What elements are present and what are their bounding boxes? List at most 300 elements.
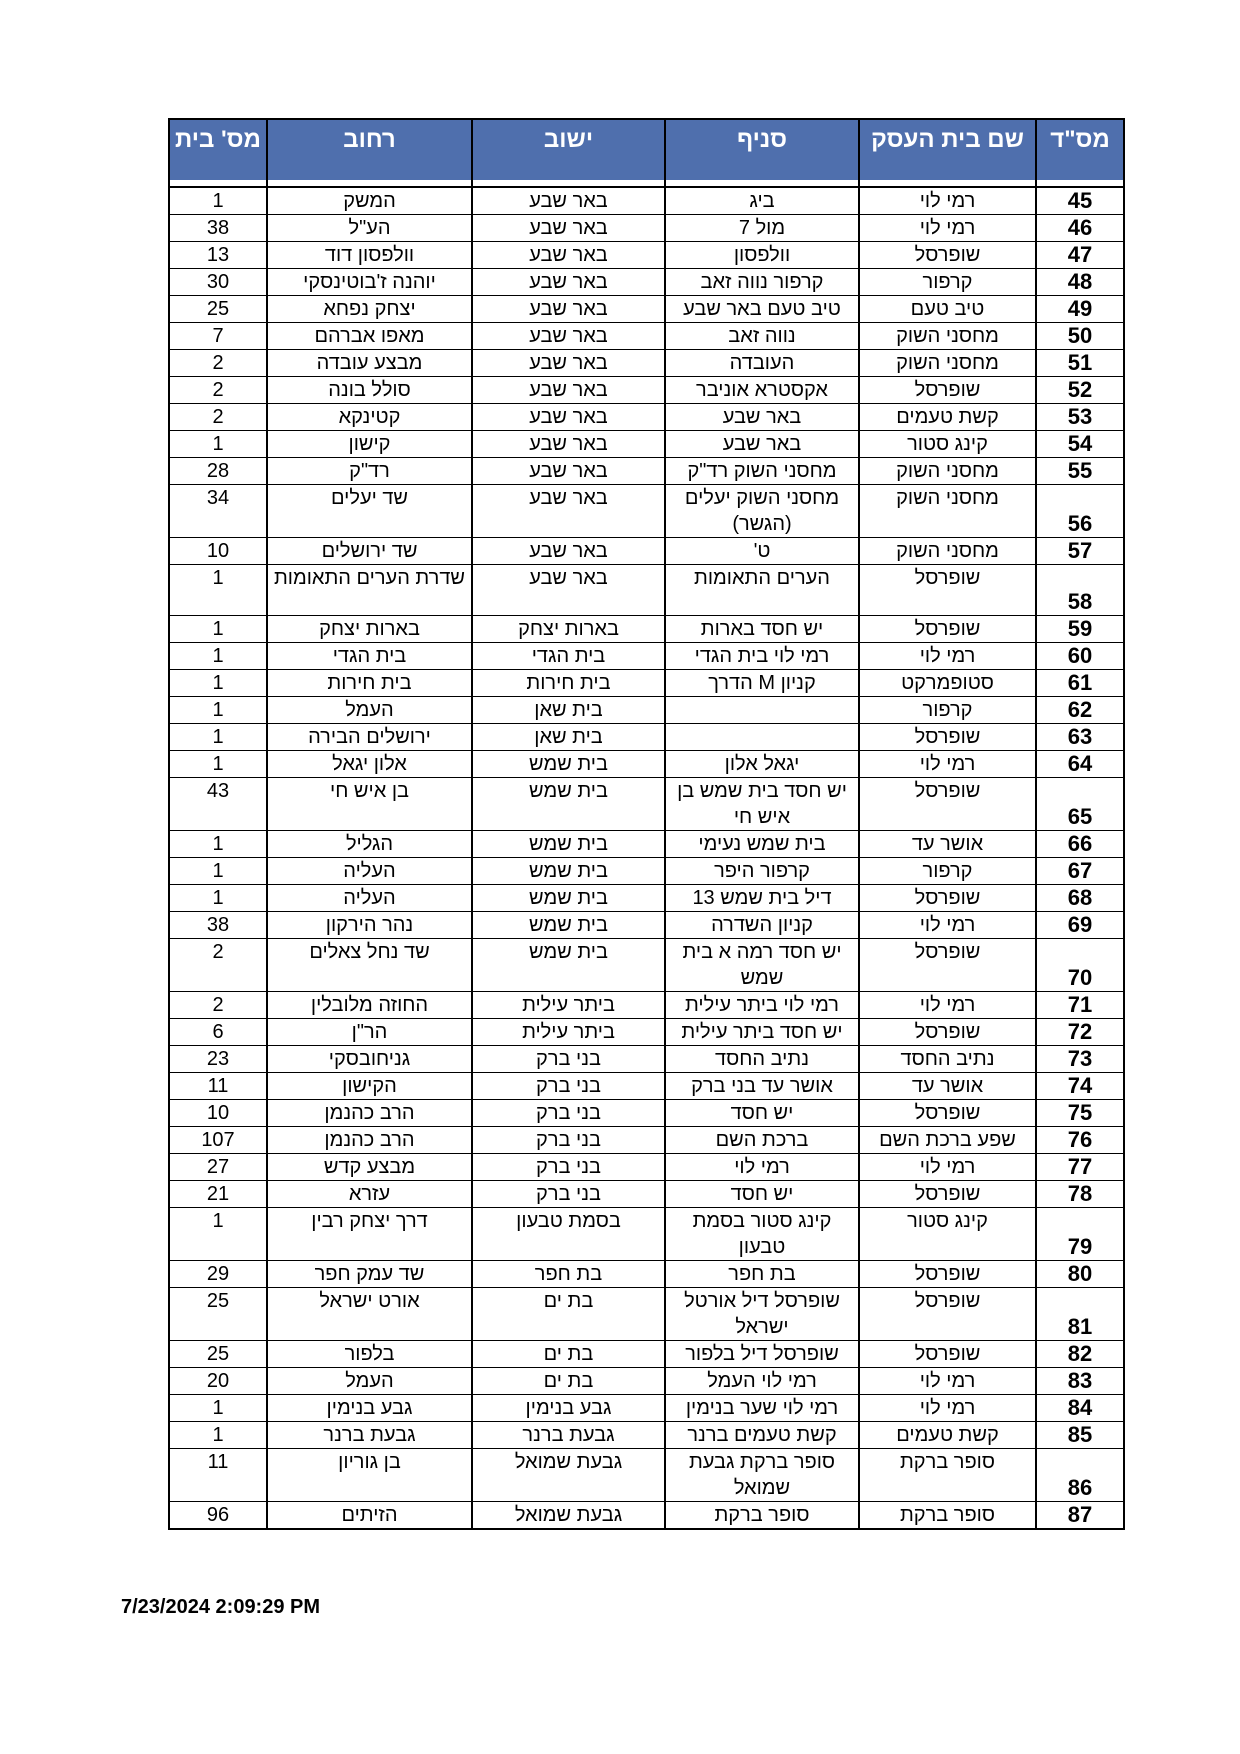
cell-house-number: 2 bbox=[169, 992, 267, 1019]
table-row bbox=[169, 1100, 1124, 1127]
cell-business: שופרסל bbox=[859, 1341, 1036, 1368]
cell-street: בארות יצחק bbox=[267, 616, 472, 643]
table-row bbox=[169, 538, 1124, 565]
cell-house-number: 34 bbox=[169, 485, 267, 538]
cell-business: סטופמרקט bbox=[859, 670, 1036, 697]
cell-city: באר שבע bbox=[472, 350, 665, 377]
cell-branch: אושר עד בני ברק bbox=[665, 1073, 859, 1100]
cell-street: הקישון bbox=[267, 1073, 472, 1100]
table-row bbox=[169, 377, 1124, 404]
cell-house-number: 30 bbox=[169, 269, 267, 296]
cell-branch: אקסטרא אוניבר bbox=[665, 377, 859, 404]
cell-house-number: 1 bbox=[169, 565, 267, 616]
cell-id: 86 bbox=[1036, 1449, 1124, 1502]
cell-city: בית שמש bbox=[472, 751, 665, 778]
cell-id: 63 bbox=[1036, 724, 1124, 751]
cell-house-number: 1 bbox=[169, 1395, 267, 1422]
cell-branch bbox=[665, 724, 859, 751]
cell-city: בית שאן bbox=[472, 724, 665, 751]
table-row bbox=[169, 992, 1124, 1019]
cell-business: שופרסל bbox=[859, 1261, 1036, 1288]
cell-id: 81 bbox=[1036, 1288, 1124, 1341]
cell-branch: מחסני השוק יעלים (הגשר) bbox=[665, 485, 859, 538]
cell-house-number: 2 bbox=[169, 404, 267, 431]
cell-city: בארות יצחק bbox=[472, 616, 665, 643]
table-row bbox=[169, 643, 1124, 670]
cell-id: 62 bbox=[1036, 697, 1124, 724]
cell-id: 75 bbox=[1036, 1100, 1124, 1127]
cell-business: רמי לוי bbox=[859, 992, 1036, 1019]
cell-street: שד נחל צאלים bbox=[267, 939, 472, 992]
cell-id: 47 bbox=[1036, 242, 1124, 269]
cell-business: שופרסל bbox=[859, 377, 1036, 404]
cell-id: 46 bbox=[1036, 215, 1124, 242]
cell-city: גבעת שמואל bbox=[472, 1449, 665, 1502]
cell-house-number: 20 bbox=[169, 1368, 267, 1395]
cell-street: עזרא bbox=[267, 1181, 472, 1208]
cell-id: 85 bbox=[1036, 1422, 1124, 1449]
cell-house-number: 25 bbox=[169, 1288, 267, 1341]
cell-branch: רמי לוי בית הגדי bbox=[665, 643, 859, 670]
cell-id: 70 bbox=[1036, 939, 1124, 992]
cell-branch: העובדה bbox=[665, 350, 859, 377]
table-row bbox=[169, 458, 1124, 485]
cell-business: סופר ברקת bbox=[859, 1502, 1036, 1530]
cell-id: 76 bbox=[1036, 1127, 1124, 1154]
cell-street: אורט ישראל bbox=[267, 1288, 472, 1341]
table-header bbox=[169, 119, 1124, 180]
cell-house-number: 23 bbox=[169, 1046, 267, 1073]
cell-id: 52 bbox=[1036, 377, 1124, 404]
cell-house-number: 2 bbox=[169, 939, 267, 992]
cell-id: 45 bbox=[1036, 187, 1124, 215]
cell-street: שדרת הערים התאומות bbox=[267, 565, 472, 616]
cell-id: 68 bbox=[1036, 885, 1124, 912]
cell-business: נתיב החסד bbox=[859, 1046, 1036, 1073]
cell-city: בית שמש bbox=[472, 912, 665, 939]
cell-business: שופרסל bbox=[859, 939, 1036, 992]
table-row bbox=[169, 1422, 1124, 1449]
cell-street: קישון bbox=[267, 431, 472, 458]
cell-street: בית הגדי bbox=[267, 643, 472, 670]
cell-city: באר שבע bbox=[472, 538, 665, 565]
table-row bbox=[169, 831, 1124, 858]
cell-city: גבעת שמואל bbox=[472, 1502, 665, 1530]
cell-street: בית חירות bbox=[267, 670, 472, 697]
cell-house-number: 7 bbox=[169, 323, 267, 350]
cell-business: רמי לוי bbox=[859, 187, 1036, 215]
table-row bbox=[169, 616, 1124, 643]
cell-branch: מול 7 bbox=[665, 215, 859, 242]
table-row bbox=[169, 1449, 1124, 1502]
table-row bbox=[169, 431, 1124, 458]
cell-house-number: 1 bbox=[169, 724, 267, 751]
cell-city: בני ברק bbox=[472, 1100, 665, 1127]
cell-city: באר שבע bbox=[472, 565, 665, 616]
cell-business: שופרסל bbox=[859, 565, 1036, 616]
cell-business: אושר עד bbox=[859, 831, 1036, 858]
header-row bbox=[169, 119, 1124, 180]
cell-street: החוזה מלובלין bbox=[267, 992, 472, 1019]
table-row bbox=[169, 187, 1124, 215]
cell-id: 67 bbox=[1036, 858, 1124, 885]
cell-branch: סופר ברקת bbox=[665, 1502, 859, 1530]
cell-business: שופרסל bbox=[859, 778, 1036, 831]
header-branch: סניף bbox=[665, 119, 859, 180]
cell-branch: קינג סטור בסמת טבעון bbox=[665, 1208, 859, 1261]
cell-id: 58 bbox=[1036, 565, 1124, 616]
cell-house-number: 1 bbox=[169, 187, 267, 215]
header-street: רחוב bbox=[267, 119, 472, 180]
cell-house-number: 27 bbox=[169, 1154, 267, 1181]
cell-city: באר שבע bbox=[472, 485, 665, 538]
cell-house-number: 21 bbox=[169, 1181, 267, 1208]
cell-branch: הערים התאומות bbox=[665, 565, 859, 616]
cell-city: בסמת טבעון bbox=[472, 1208, 665, 1261]
cell-branch: וולפסון bbox=[665, 242, 859, 269]
table-row bbox=[169, 1073, 1124, 1100]
cell-street: הגליל bbox=[267, 831, 472, 858]
cell-house-number: 96 bbox=[169, 1502, 267, 1530]
cell-id: 72 bbox=[1036, 1019, 1124, 1046]
table-row bbox=[169, 670, 1124, 697]
cell-id: 56 bbox=[1036, 485, 1124, 538]
cell-street: העמל bbox=[267, 697, 472, 724]
cell-street: גבעת ברנר bbox=[267, 1422, 472, 1449]
cell-branch: קשת טעמים ברנר bbox=[665, 1422, 859, 1449]
cell-house-number: 6 bbox=[169, 1019, 267, 1046]
cell-city: בית חירות bbox=[472, 670, 665, 697]
cell-branch: קניון M הדרך bbox=[665, 670, 859, 697]
cell-branch: מחסני השוק רד"ק bbox=[665, 458, 859, 485]
cell-business: שופרסל bbox=[859, 1100, 1036, 1127]
cell-house-number: 38 bbox=[169, 912, 267, 939]
cell-house-number: 1 bbox=[169, 643, 267, 670]
cell-id: 55 bbox=[1036, 458, 1124, 485]
table-row bbox=[169, 296, 1124, 323]
cell-branch: ברכת השם bbox=[665, 1127, 859, 1154]
cell-business: רמי לוי bbox=[859, 215, 1036, 242]
table-row bbox=[169, 697, 1124, 724]
cell-branch: טיב טעם באר שבע bbox=[665, 296, 859, 323]
cell-branch: בת חפר bbox=[665, 1261, 859, 1288]
cell-business: שופרסל bbox=[859, 724, 1036, 751]
table-row bbox=[169, 404, 1124, 431]
cell-branch: דיל בית שמש 13 bbox=[665, 885, 859, 912]
cell-id: 77 bbox=[1036, 1154, 1124, 1181]
cell-branch: רמי לוי שער בנימין bbox=[665, 1395, 859, 1422]
cell-house-number: 10 bbox=[169, 538, 267, 565]
cell-business: שופרסל bbox=[859, 242, 1036, 269]
cell-business: שופרסל bbox=[859, 1288, 1036, 1341]
cell-city: בני ברק bbox=[472, 1127, 665, 1154]
table-row bbox=[169, 1046, 1124, 1073]
cell-branch: יש חסד רמה א בית שמש bbox=[665, 939, 859, 992]
cell-branch: יגאל אלון bbox=[665, 751, 859, 778]
cell-house-number: 1 bbox=[169, 670, 267, 697]
cell-city: בית שמש bbox=[472, 885, 665, 912]
cell-id: 66 bbox=[1036, 831, 1124, 858]
cell-house-number: 43 bbox=[169, 778, 267, 831]
cell-branch: באר שבע bbox=[665, 431, 859, 458]
cell-branch: נווה זאב bbox=[665, 323, 859, 350]
table-row bbox=[169, 885, 1124, 912]
table-row bbox=[169, 215, 1124, 242]
cell-street: המשק bbox=[267, 187, 472, 215]
cell-city: בני ברק bbox=[472, 1181, 665, 1208]
cell-branch: ט' bbox=[665, 538, 859, 565]
cell-business: רמי לוי bbox=[859, 643, 1036, 670]
cell-business: קשת טעמים bbox=[859, 404, 1036, 431]
cell-id: 84 bbox=[1036, 1395, 1124, 1422]
cell-id: 59 bbox=[1036, 616, 1124, 643]
cell-city: באר שבע bbox=[472, 431, 665, 458]
cell-house-number: 38 bbox=[169, 215, 267, 242]
cell-business: מחסני השוק bbox=[859, 538, 1036, 565]
cell-branch bbox=[665, 697, 859, 724]
table-row bbox=[169, 858, 1124, 885]
cell-street: הזיתים bbox=[267, 1502, 472, 1530]
cell-branch: קניון השדרה bbox=[665, 912, 859, 939]
table-row bbox=[169, 242, 1124, 269]
cell-street: שד ירושלים bbox=[267, 538, 472, 565]
cell-id: 54 bbox=[1036, 431, 1124, 458]
print-timestamp: 7/23/2024 2:09:29 PM bbox=[121, 1596, 321, 1618]
cell-city: בית שמש bbox=[472, 831, 665, 858]
table-row bbox=[169, 939, 1124, 992]
cell-house-number: 1 bbox=[169, 431, 267, 458]
table-row bbox=[169, 1395, 1124, 1422]
cell-house-number: 1 bbox=[169, 616, 267, 643]
header-city: ישוב bbox=[472, 119, 665, 180]
cell-branch: יש חסד bbox=[665, 1100, 859, 1127]
cell-street: רד"ק bbox=[267, 458, 472, 485]
cell-city: גבעת ברנר bbox=[472, 1422, 665, 1449]
cell-house-number: 1 bbox=[169, 751, 267, 778]
cell-branch: רמי לוי ביתר עילית bbox=[665, 992, 859, 1019]
cell-city: בת ים bbox=[472, 1288, 665, 1341]
cell-house-number: 1 bbox=[169, 858, 267, 885]
cell-business: קרפור bbox=[859, 697, 1036, 724]
cell-id: 65 bbox=[1036, 778, 1124, 831]
cell-house-number: 29 bbox=[169, 1261, 267, 1288]
cell-street: דרך יצחק רבין bbox=[267, 1208, 472, 1261]
cell-house-number: 1 bbox=[169, 831, 267, 858]
table-row bbox=[169, 751, 1124, 778]
cell-street: שד יעלים bbox=[267, 485, 472, 538]
cell-street: מאפו אברהם bbox=[267, 323, 472, 350]
cell-street: הרב כהנמן bbox=[267, 1127, 472, 1154]
cell-id: 78 bbox=[1036, 1181, 1124, 1208]
cell-street: יצחק נפחא bbox=[267, 296, 472, 323]
table-row bbox=[169, 1181, 1124, 1208]
table-row bbox=[169, 1261, 1124, 1288]
cell-city: בת ים bbox=[472, 1368, 665, 1395]
cell-business: שופרסל bbox=[859, 885, 1036, 912]
table-row bbox=[169, 1154, 1124, 1181]
cell-house-number: 1 bbox=[169, 885, 267, 912]
cell-business: רמי לוי bbox=[859, 1395, 1036, 1422]
cell-id: 49 bbox=[1036, 296, 1124, 323]
cell-business: שופרסל bbox=[859, 1181, 1036, 1208]
cell-city: בני ברק bbox=[472, 1073, 665, 1100]
cell-id: 80 bbox=[1036, 1261, 1124, 1288]
cell-street: נהר הירקון bbox=[267, 912, 472, 939]
table-row bbox=[169, 485, 1124, 538]
cell-street: גבע בנימין bbox=[267, 1395, 472, 1422]
cell-branch: בית שמש נעימי bbox=[665, 831, 859, 858]
cell-city: באר שבע bbox=[472, 269, 665, 296]
cell-city: בית הגדי bbox=[472, 643, 665, 670]
cell-city: באר שבע bbox=[472, 323, 665, 350]
cell-branch: יש חסד בארות bbox=[665, 616, 859, 643]
cell-business: קינג סטור bbox=[859, 1208, 1036, 1261]
cell-branch: קרפור נווה זאב bbox=[665, 269, 859, 296]
cell-branch: רמי לוי bbox=[665, 1154, 859, 1181]
cell-business: טיב טעם bbox=[859, 296, 1036, 323]
cell-street: ירושלים הבירה bbox=[267, 724, 472, 751]
cell-branch: יש חסד ביתר עילית bbox=[665, 1019, 859, 1046]
cell-house-number: 25 bbox=[169, 296, 267, 323]
table-row bbox=[169, 1368, 1124, 1395]
businesses-table bbox=[168, 118, 1125, 1530]
cell-id: 60 bbox=[1036, 643, 1124, 670]
cell-house-number: 25 bbox=[169, 1341, 267, 1368]
cell-city: באר שבע bbox=[472, 215, 665, 242]
cell-street: קטינקא bbox=[267, 404, 472, 431]
table-row bbox=[169, 778, 1124, 831]
cell-city: בני ברק bbox=[472, 1046, 665, 1073]
table-row bbox=[169, 1127, 1124, 1154]
cell-business: קינג סטור bbox=[859, 431, 1036, 458]
cell-street: בן גוריון bbox=[267, 1449, 472, 1502]
cell-house-number: 11 bbox=[169, 1449, 267, 1502]
cell-id: 83 bbox=[1036, 1368, 1124, 1395]
cell-street: סולל בונה bbox=[267, 377, 472, 404]
cell-city: באר שבע bbox=[472, 404, 665, 431]
table-row bbox=[169, 269, 1124, 296]
cell-business: מחסני השוק bbox=[859, 458, 1036, 485]
cell-branch: שופרסל דיל בלפור bbox=[665, 1341, 859, 1368]
table-row bbox=[169, 1288, 1124, 1341]
header-gap bbox=[169, 180, 1124, 187]
cell-city: בת חפר bbox=[472, 1261, 665, 1288]
cell-branch: רמי לוי העמל bbox=[665, 1368, 859, 1395]
cell-city: בית שמש bbox=[472, 858, 665, 885]
cell-business: אושר עד bbox=[859, 1073, 1036, 1100]
table-row bbox=[169, 323, 1124, 350]
cell-street: יוהנה ז'בוטינסקי bbox=[267, 269, 472, 296]
cell-house-number: 11 bbox=[169, 1073, 267, 1100]
cell-house-number: 13 bbox=[169, 242, 267, 269]
cell-house-number: 10 bbox=[169, 1100, 267, 1127]
cell-branch: נתיב החסד bbox=[665, 1046, 859, 1073]
cell-business: קרפור bbox=[859, 858, 1036, 885]
cell-street: הרב כהנמן bbox=[267, 1100, 472, 1127]
cell-business: מחסני השוק bbox=[859, 323, 1036, 350]
cell-street: העמל bbox=[267, 1368, 472, 1395]
cell-city: באר שבע bbox=[472, 377, 665, 404]
cell-id: 53 bbox=[1036, 404, 1124, 431]
cell-business: רמי לוי bbox=[859, 912, 1036, 939]
cell-id: 87 bbox=[1036, 1502, 1124, 1530]
cell-city: בית שמש bbox=[472, 939, 665, 992]
gap-row bbox=[169, 180, 1124, 187]
cell-business: קרפור bbox=[859, 269, 1036, 296]
table-row bbox=[169, 1019, 1124, 1046]
cell-house-number: 2 bbox=[169, 350, 267, 377]
cell-business: שופרסל bbox=[859, 1019, 1036, 1046]
cell-id: 69 bbox=[1036, 912, 1124, 939]
cell-street: שד עמק חפר bbox=[267, 1261, 472, 1288]
cell-id: 74 bbox=[1036, 1073, 1124, 1100]
table-row bbox=[169, 1502, 1124, 1530]
cell-id: 71 bbox=[1036, 992, 1124, 1019]
cell-house-number: 2 bbox=[169, 377, 267, 404]
cell-id: 51 bbox=[1036, 350, 1124, 377]
cell-city: גבע בנימין bbox=[472, 1395, 665, 1422]
cell-branch: יש חסד bbox=[665, 1181, 859, 1208]
cell-street: אלון יגאל bbox=[267, 751, 472, 778]
cell-city: בני ברק bbox=[472, 1154, 665, 1181]
cell-street: העליה bbox=[267, 885, 472, 912]
cell-business: רמי לוי bbox=[859, 751, 1036, 778]
cell-business: שופרסל bbox=[859, 616, 1036, 643]
cell-city: בית שמש bbox=[472, 778, 665, 831]
cell-id: 64 bbox=[1036, 751, 1124, 778]
cell-house-number: 1 bbox=[169, 1422, 267, 1449]
header-id: מס"ד bbox=[1036, 119, 1124, 180]
header-business: שם בית העסק bbox=[859, 119, 1036, 180]
cell-street: וולפסון דוד bbox=[267, 242, 472, 269]
cell-business: קשת טעמים bbox=[859, 1422, 1036, 1449]
cell-branch: סופר ברקת גבעת שמואל bbox=[665, 1449, 859, 1502]
cell-city: ביתר עילית bbox=[472, 992, 665, 1019]
cell-branch: שופרסל דיל אורטל ישראל bbox=[665, 1288, 859, 1341]
table-row bbox=[169, 912, 1124, 939]
table-row bbox=[169, 565, 1124, 616]
cell-house-number: 107 bbox=[169, 1127, 267, 1154]
cell-street: הר"ן bbox=[267, 1019, 472, 1046]
cell-id: 82 bbox=[1036, 1341, 1124, 1368]
cell-id: 57 bbox=[1036, 538, 1124, 565]
cell-city: בת ים bbox=[472, 1341, 665, 1368]
cell-business: מחסני השוק bbox=[859, 350, 1036, 377]
table-row bbox=[169, 1341, 1124, 1368]
cell-street: הע"ל bbox=[267, 215, 472, 242]
table-row bbox=[169, 350, 1124, 377]
cell-business: סופר ברקת bbox=[859, 1449, 1036, 1502]
table-body bbox=[169, 187, 1124, 1529]
cell-business: רמי לוי bbox=[859, 1154, 1036, 1181]
cell-branch: יש חסד בית שמש בן איש חי bbox=[665, 778, 859, 831]
cell-id: 61 bbox=[1036, 670, 1124, 697]
cell-street: מבצע עובדה bbox=[267, 350, 472, 377]
cell-house-number: 1 bbox=[169, 697, 267, 724]
cell-business: שפע ברכת השם bbox=[859, 1127, 1036, 1154]
cell-city: באר שבע bbox=[472, 242, 665, 269]
table-row bbox=[169, 1208, 1124, 1261]
cell-house-number: 28 bbox=[169, 458, 267, 485]
cell-branch: באר שבע bbox=[665, 404, 859, 431]
cell-street: מבצע קדש bbox=[267, 1154, 472, 1181]
cell-id: 48 bbox=[1036, 269, 1124, 296]
header-house-number: מס' בית bbox=[169, 119, 267, 180]
table-row bbox=[169, 724, 1124, 751]
cell-street: בלפור bbox=[267, 1341, 472, 1368]
cell-business: רמי לוי bbox=[859, 1368, 1036, 1395]
cell-city: באר שבע bbox=[472, 296, 665, 323]
